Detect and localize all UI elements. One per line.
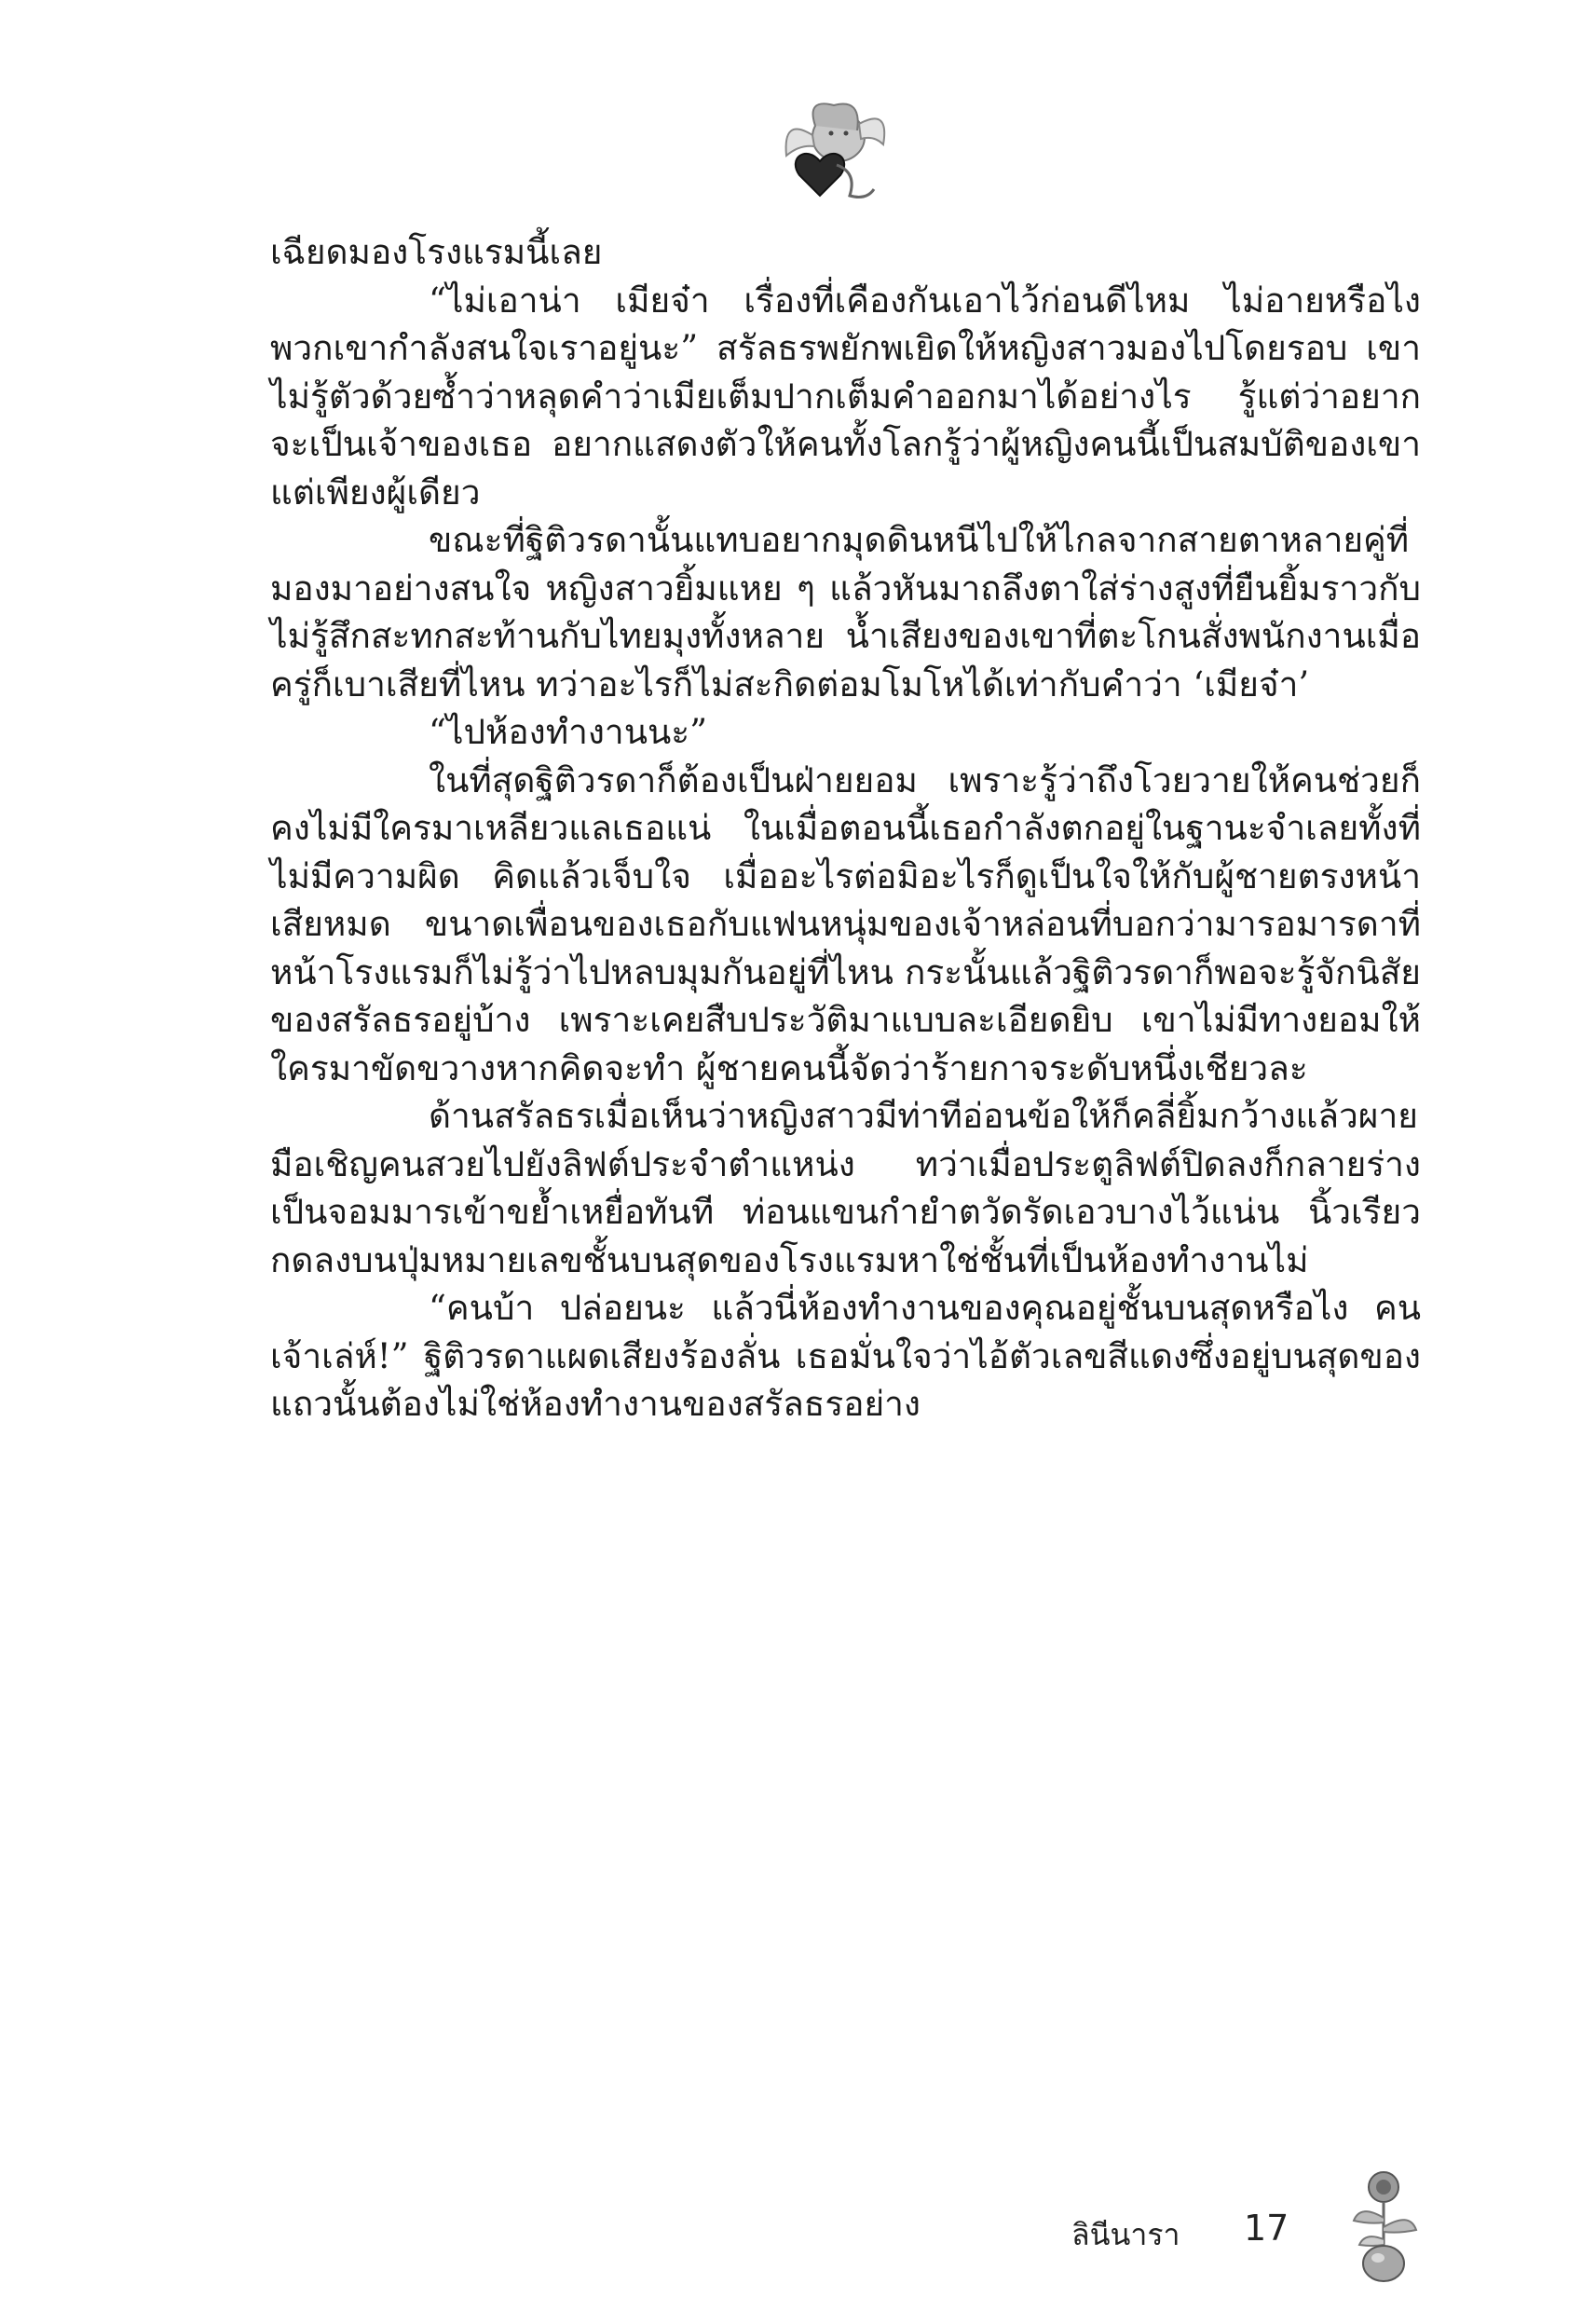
paragraph-2: “ไม่เอาน่า เมียจ๋า เรื่องที่เคืองกันเอาไว้ก่อนดีไหม ไม่อายหรือไง พวกเขากำลังสนใจเราอยู่นะ” สรัลธรพยักพเยิดให้หญิงสาวมองไปโดยรอบ เขาไม่รู้ตัวด้วยซ้ำว่าหลุดคำว่าเมียเต็มปากเต็มคำออกมาได้อย่างไร รู้แต่ว่าอยากจะเป็นเจ้าของเธอ อยากแสดงตัวให้คนทั้งโลกรู้ว่าผู้หญิงคนนี้เป็นสมบัติของเขาแต่เพียงผู้เดียว	[270, 280, 1421, 513]
paragraph-7: “คนบ้า ปล่อยนะ แล้วนี่ห้องทำงานของคุณอยู่ชั้นบนสุดหรือไง คนเจ้าเล่ห์!” ฐิติวรดาแผดเสียงร้องลั่น เธอมั่นใจว่าไอ้ตัวเลขสีแดงซึ่งอยู่บนสุดของแถวนั้นต้องไม่ใช่ห้องทำงานของสรัลธรอย่าง	[270, 1288, 1421, 1424]
paragraph-4: “ไปห้องทำงานนะ”	[429, 712, 708, 752]
body-text	[270, 228, 1421, 1429]
paragraph-1: เฉียดมองโรงแรมนี้เลย	[270, 232, 603, 272]
paragraph-5: ในที่สุดฐิติวรดาก็ต้องเป็นฝ่ายยอม เพราะรู้ว่าถึงโวยวายให้คนช่วยก็คงไม่มีใครมาเหลียวแลเธอแน่ ในเมื่อตอนนี้เธอกำลังตกอยู่ในฐานะจำเลยทั้งที่ไม่มีความผิด คิดแล้วเจ็บใจ เมื่ออะไรต่อมิอะไรก็ดูเป็นใจให้กับผู้ชายตรงหน้าเสียหมด ขนาดเพื่อนของเธอกับแฟนหนุ่มของเจ้าหล่อนที่บอกว่ามารอมารดาที่หน้าโรงแรมก็ไม่รู้ว่าไปหลบมุมกันอยู่ที่ไหน กระนั้นแล้วฐิติวรดาก็พอจะรู้จักนิสัยของสรัลธรอยู่บ้าง เพราะเคยสืบประวัติมาแบบละเอียดยิบ เขาไม่มีทางยอมให้ใครมาขัดขวางหากคิดจะทำ ผู้ชายคนนี้จัดว่าร้ายกาจระดับหนึ่งเชียวละ	[270, 759, 1421, 1088]
page-footer	[1062, 2167, 1453, 2278]
page-number: 17	[1244, 2208, 1289, 2249]
paragraph-3: ขณะที่ฐิติวรดานั้นแทบอยากมุดดินหนีไปให้ไกลจากสายตาหลายคู่ที่มองมาอย่างสนใจ หญิงสาวยิ้มแหย ๆ แล้วหันมาถลึงตาใส่ร่างสูงที่ยืนยิ้มราวกับไม่รู้สึกสะทกสะท้านกับไทยมุงทั้งหลาย น้ำเสียงของเขาที่ตะโกนสั่งพนักงานเมื่อครู่ก็เบาเสียที่ไหน ทว่าอะไรก็ไม่สะกิดต่อมโมโหได้เท่ากับคำว่า ‘เมียจ๋า’	[270, 520, 1421, 704]
footer-book-title: ลินีนารา	[1071, 2217, 1180, 2252]
flower-vase-icon	[1328, 2167, 1439, 2283]
paragraph-6: ด้านสรัลธรเมื่อเห็นว่าหญิงสาวมีท่าทีอ่อนข้อให้ก็คลี่ยิ้มกว้างแล้วผายมือเชิญคนสวยไปยังลิฟต์ประจำตำแหน่ง ทว่าเมื่อประตูลิฟต์ปิดลงก็กลายร่างเป็นจอมมารเข้าขย้ำเหยื่อทันที ท่อนแขนกำยำตวัดรัดเอวบางไว้แน่น นิ้วเรียวกดลงบนปุ่มหมายเลขชั้นบนสุดของโรงแรมหาใช่ชั้นที่เป็นห้องทำงานไม่	[270, 1096, 1421, 1280]
cupid-heart-icon	[764, 79, 904, 219]
